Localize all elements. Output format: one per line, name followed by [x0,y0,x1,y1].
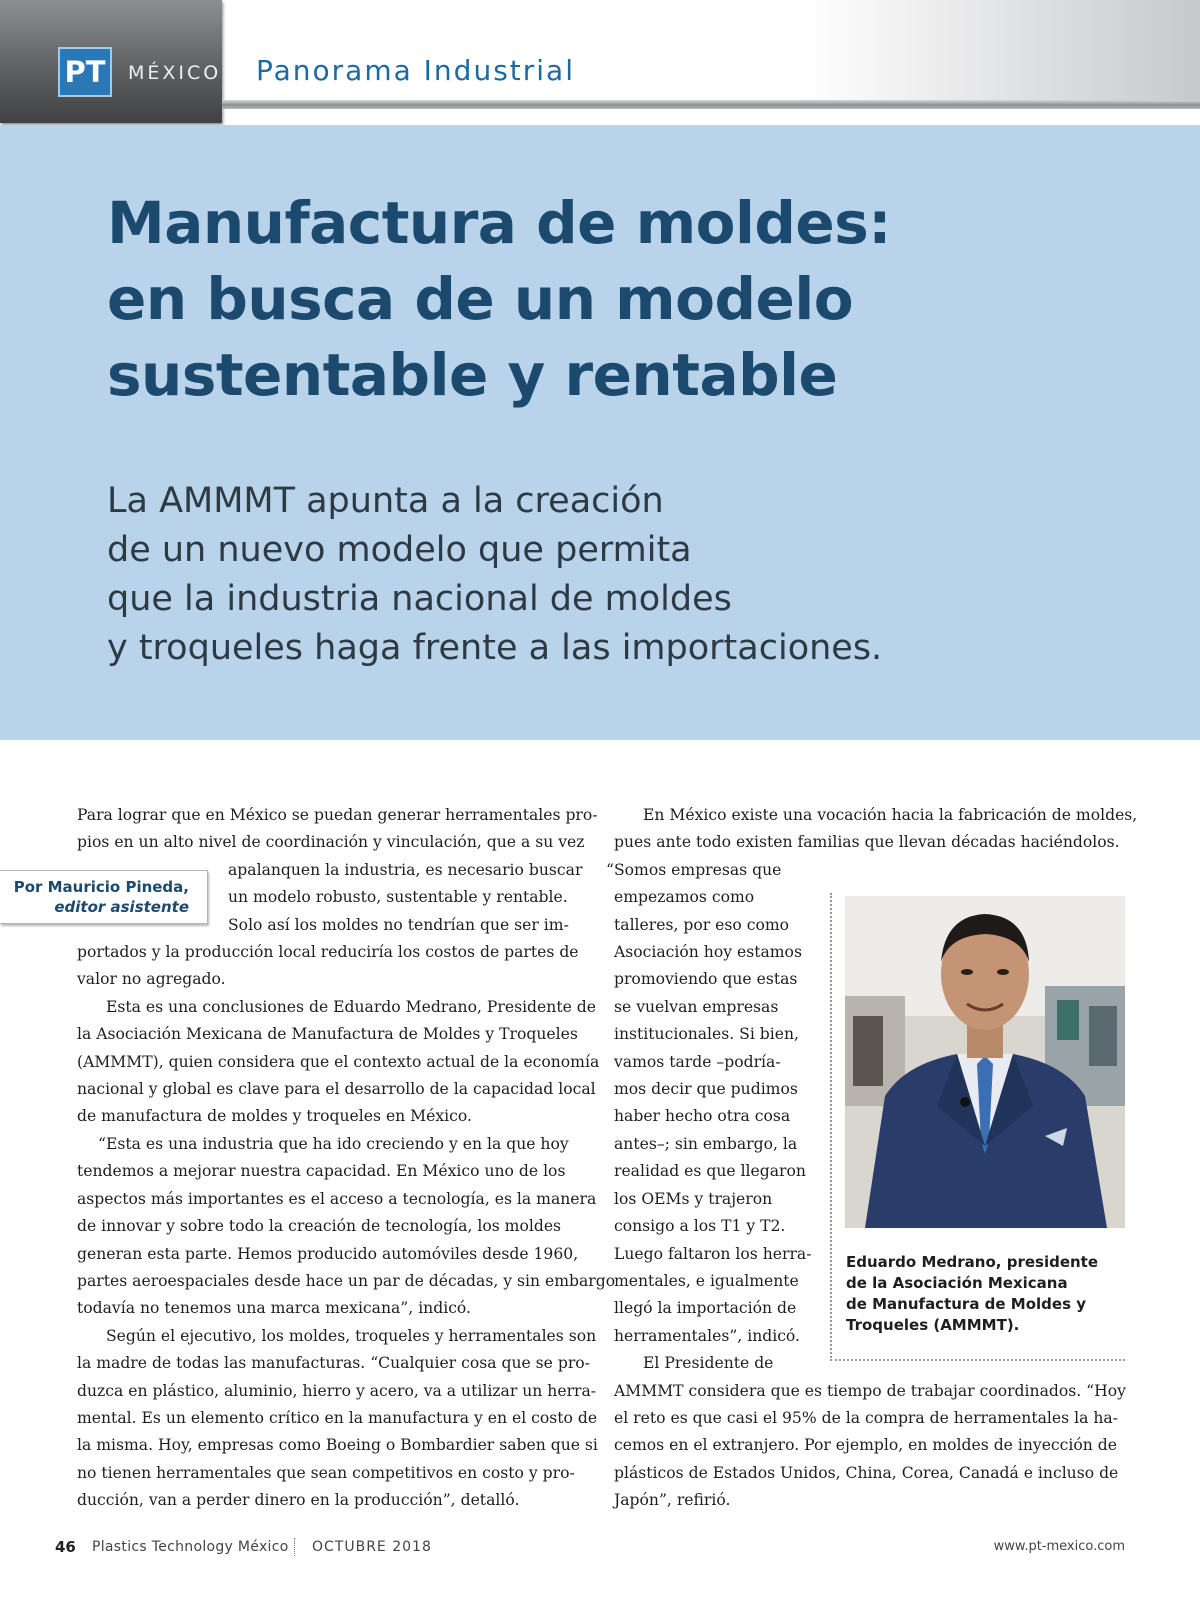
header-rule [222,100,1200,109]
body-line: pues ante todo existen familias que llevan décadas haciéndolos. [614,833,1120,852]
body-line: haber hecho otra cosa [614,1107,791,1126]
caption-line: Troqueles (AMMMT). [846,1316,1020,1334]
body-line: la Asociación Mexicana de Manufactura de Moldes y Troqueles [77,1025,578,1044]
section-title: Panorama Industrial [256,54,575,87]
body-line: realidad es que llegaron [614,1162,806,1181]
body-line: Solo así los moldes no tendrían que ser im- [228,915,569,934]
body-line: todavía no tenemos una marca mexicana”, indicó. [77,1299,471,1318]
body-line: herramentales”, indicó. [614,1326,801,1345]
body-line: Según el ejecutivo, los moldes, troqueles y herramentales son [106,1326,597,1345]
body-line: mentales, e igualmente [614,1271,799,1290]
body-line: Asociación hoy estamos [614,943,802,962]
body-line: mental. Es un elemento crítico en la manufactura y en el costo de [77,1408,598,1427]
header-gradient [800,0,1200,100]
body-line: AMMMT considera que es tiempo de trabajar coordinados. “Hoy [614,1381,1126,1400]
body-line: generan esta parte. Hemos producido automóviles desde 1960, [77,1244,579,1263]
body-line: consigo a los T1 y T2. [614,1217,786,1236]
headline-line: en busca de un modelo [107,265,854,333]
deck-line: de un nuevo modelo que permita [107,530,692,570]
hero-band [0,125,1200,740]
body-line: ducción, van a perder dinero en la producción”, detalló. [77,1491,520,1510]
body-line: partes aeroespaciales desde hace un par de décadas, y sin embargo [77,1271,616,1290]
body-line: pios en un alto nivel de coordinación y vinculación, que a su vez [77,833,585,852]
body-line: cemos en el extranjero. Por ejemplo, en moldes de inyección de [614,1436,1117,1455]
body-line: los OEMs y trajeron [614,1189,773,1208]
byline-role: editor asistente [54,898,189,916]
caption-line: Eduardo Medrano, presidente [846,1253,1099,1271]
caption-line: de Manufactura de Moldes y [846,1295,1087,1313]
country-label: MÉXICO [128,62,222,84]
deck-line: y troqueles haga frente a las importaciones. [107,628,883,668]
body-line: portados y la producción local reduciría los costos de partes de [77,943,579,962]
headline [107,185,1007,413]
headline-line: sustentable y rentable [107,341,838,409]
pt-logo: PT [58,47,112,97]
portrait-photo [845,896,1125,1228]
body-line: Esta es una conclusiones de Eduardo Medrano, Presidente de [106,997,596,1016]
body-line: talleres, por eso como [614,915,790,934]
body-line: Luego faltaron los herra- [614,1244,812,1263]
caption-line: de la Asociación Mexicana [846,1274,1068,1292]
photo-caption [846,1252,1116,1336]
body-line: (AMMMT), quien considera que el contexto actual de la economía [77,1052,600,1071]
body-line: “Somos empresas que [606,860,782,879]
deck [107,477,1007,673]
footer-separator [294,1538,295,1556]
body-line: Para lograr que en México se puedan generar herramentales pro- [77,806,598,824]
body-line: “Esta es una industria que ha ido creciendo y en la que hoy [98,1134,569,1153]
body-line: vamos tarde –podría- [614,1052,781,1071]
body-line: duzca en plástico, aluminio, hierro y acero, va a utilizar un herra- [77,1381,597,1400]
body-line: institucionales. Si bien, [614,1025,800,1044]
logo-block [0,0,222,123]
headline-line: Manufactura de moldes: [107,189,891,257]
deck-line: que la industria nacional de moldes [107,579,732,619]
body-line: plásticos de Estados Unidos, China, Corea, Canadá e incluso de [614,1463,1119,1482]
body-line: empezamos como [614,888,755,907]
byline-author: Por Mauricio Pineda, [13,878,189,896]
body-column-left [77,802,616,1515]
body-line: mos decir que pudimos [614,1080,798,1099]
body-line: llegó la importación de [614,1299,797,1318]
body-line: el reto es que casi el 95% de la compra de herramentales la ha- [614,1408,1118,1427]
page-header [0,0,1200,125]
website-link[interactable]: www.pt-mexico.com [993,1539,1125,1554]
body-line: la madre de todas las manufacturas. “Cualquier cosa que se pro- [77,1354,590,1373]
body-line: un modelo robusto, sustentable y rentable. [228,888,568,907]
body-line: de innovar y sobre todo la creación de tecnología, los moldes [77,1217,562,1236]
body-line: la misma. Hoy, empresas como Boeing o Bombardier saben que si [77,1436,598,1455]
page-footer [0,1532,1200,1562]
body-line: En México existe una vocación hacia la fabricación de moldes, [643,806,1138,824]
body-line: tendemos a mejorar nuestra capacidad. En México uno de los [77,1162,566,1181]
body-line: se vuelvan empresas [614,997,779,1016]
body-line: El Presidente de [643,1354,774,1373]
body-line: apalanquen la industria, es necesario buscar [228,860,583,879]
body-line: valor no agregado. [77,970,226,989]
body-line: de manufactura de moldes y troqueles en México. [77,1107,472,1126]
magazine-name: Plastics Technology México [92,1539,289,1555]
deck-line: La AMMMT apunta a la creación [107,481,664,521]
portrait-illustration [845,896,1125,1228]
body-line: antes–; sin embargo, la [614,1134,798,1153]
body-line: promoviendo que estas [614,970,798,989]
body-line: Japón”, refirió. [614,1491,731,1510]
body-line: aspectos más importantes es el acceso a tecnología, es la manera [77,1189,597,1208]
page-number: 46 [55,1538,76,1556]
body-line: nacional y global es clave para el desarrollo de la capacidad local [77,1080,596,1099]
issue-date: OCTUBRE 2018 [312,1539,432,1555]
body-line: no tienen herramentales que sean competitivos en costo y pro- [77,1463,575,1482]
